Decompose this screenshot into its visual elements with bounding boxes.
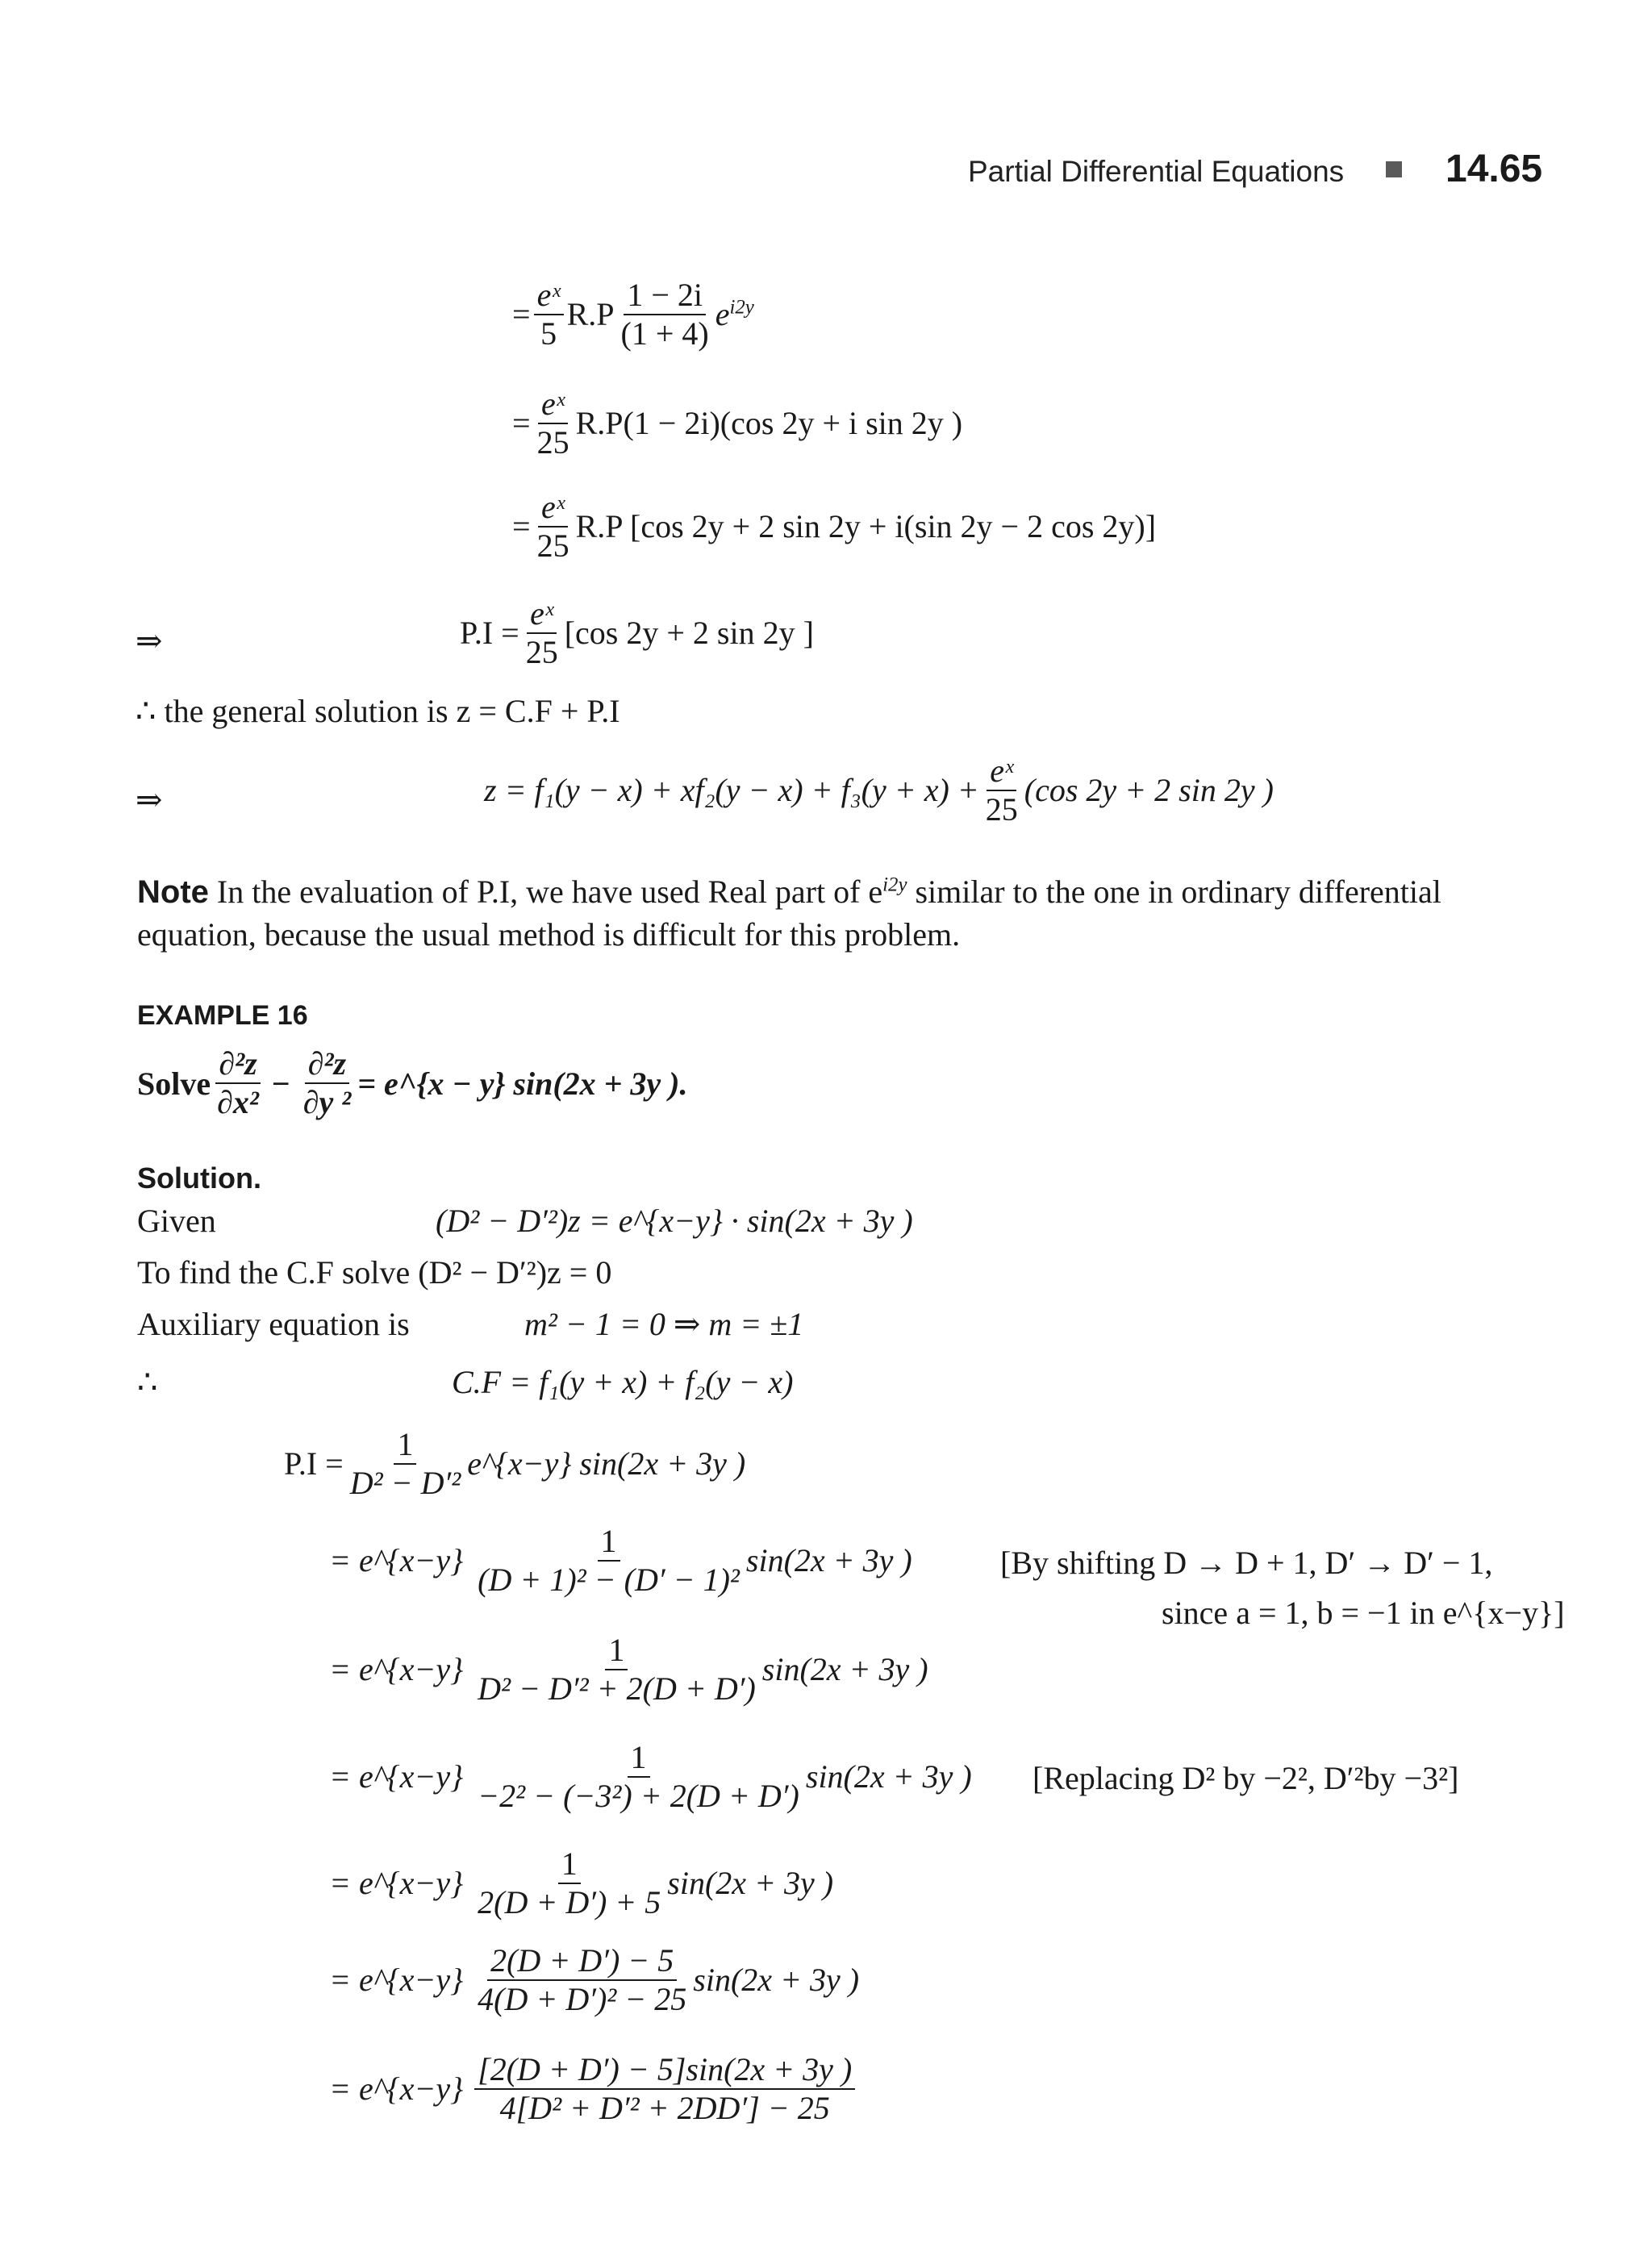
pi-step-0	[284, 1428, 745, 1500]
auxiliary-label: Auxiliary equation is	[137, 1306, 410, 1342]
given-equation: (D² − D′²)z = e^{x−y} · sin(2x + 3y )	[436, 1203, 913, 1239]
pi-result-rest: [cos 2y + 2 sin 2y ]	[564, 615, 814, 651]
exp-i2y: $e^{i2y}$	[715, 296, 754, 332]
fraction-1-2i: $\frac{1 - 2i}{(1 + 4)}$	[620, 277, 709, 352]
equation-line-1	[512, 278, 754, 351]
page-number: 14.65	[1446, 148, 1543, 190]
equation-line-3-rest: R.P [cos 2y + 2 sin 2y + i(sin 2y − 2 cos 2y)]	[575, 508, 1157, 544]
pi-step-4	[329, 1847, 833, 1920]
real-part-label: R.P	[566, 296, 615, 332]
therefore-symbol: ∴	[137, 1364, 158, 1400]
equation-line-2: = $\frac{\text{eˣ}}{25}$ R.P(1 − 2i)(cos 2y + i sin 2y )	[512, 386, 963, 461]
note-paragraph-line-2: equation, because the usual method is difficult for this problem.	[137, 916, 961, 953]
auxiliary-equation: m² − 1 = 0 ⇒ m = ±1	[524, 1306, 804, 1342]
minus-sign: −	[271, 1065, 290, 1102]
step-5-fraction: $\frac{2(D + D') - 5}{\text{4(D + D′)² − 25}}$	[478, 1942, 687, 2017]
pi-step-5	[329, 1944, 859, 2016]
note-text: In the evaluation of P.I, we have used Real part of e	[216, 874, 883, 910]
example-problem	[137, 1047, 688, 1120]
running-title: Partial Differential Equations	[968, 155, 1345, 188]
pi-result-line	[460, 597, 814, 669]
equals-exy: = e^{x−y}	[329, 1865, 464, 1901]
solve-label: Solve	[137, 1065, 211, 1102]
step-2-rest: sin(2x + 3y )	[761, 1651, 928, 1687]
step-4-rest: sin(2x + 3y )	[667, 1865, 834, 1901]
general-solution-equation	[484, 754, 1274, 827]
cf-equation: C.F = f₁(y + x) + f₂(y − x)	[452, 1364, 794, 1400]
step-4-fraction: $\frac{1}{2(D + D') + 5}$	[478, 1845, 661, 1920]
header-square-icon	[1386, 161, 1402, 177]
given-label: Given	[137, 1203, 216, 1239]
step-0-rest: e^{x−y} sin(2x + 3y )	[467, 1445, 746, 1482]
step-6-fraction: $\frac{[2(D + D') - 5]\sin(2x + 3y )}{\text{4[D² + D′² + 2DD′] − 25}}$	[474, 2053, 855, 2125]
step-1-rest: sin(2x + 3y )	[745, 1542, 912, 1578]
equals-exy: = e^{x−y}	[329, 1542, 464, 1578]
equals-exy: = e^{x−y}	[329, 1962, 464, 1998]
problem-rhs: = e^{x − y} sin(2x + 3y ).	[357, 1065, 688, 1102]
pi-label: P.I =	[460, 615, 519, 651]
pi-step-3	[329, 1741, 972, 1813]
note-label: Note	[137, 874, 209, 910]
pi-step-1	[329, 1524, 912, 1597]
equals-exy: = e^{x−y}	[329, 1651, 464, 1687]
fraction-ex-over-25: $\frac{\text{eˣ}}{25}$	[536, 489, 569, 564]
equals-exy: = e^{x−y}	[329, 1758, 464, 1795]
note-text-continued: similar to the one in ordinary differential	[907, 874, 1441, 910]
shifting-note-line-1: [By shifting D → D + 1, D′ → D′ − 1,	[1000, 1545, 1493, 1581]
note-paragraph	[137, 873, 1441, 911]
example-heading: EXAMPLE 16	[137, 1000, 308, 1031]
step-3-rest: sin(2x + 3y )	[805, 1758, 972, 1795]
z-expression: z = f₁(y − x) + xf₂(y − x) + f₃(y + x) +	[484, 772, 979, 808]
equation-line-3: = $\frac{\text{eˣ}}{25}$ R.P [cos 2y + 2 sin 2y + i(sin 2y − 2 cos 2y)]	[512, 489, 1157, 564]
implies-arrow-1: ⇒	[136, 623, 163, 659]
fraction-ex-over-25: $\frac{\text{eˣ}}{25}$	[536, 386, 569, 461]
general-solution-statement: ∴ the general solution is z = C.F + P.I	[136, 693, 620, 729]
step-0-fraction: $\frac{1}{\text{D² − D′²}}$	[349, 1426, 461, 1501]
fraction-ex-over-25: $\frac{\text{eˣ}}{25}$	[985, 753, 1018, 828]
step-2-fraction: $\frac{1}{\text{D² − D′² + 2(D + D′)}}$	[478, 1632, 756, 1707]
implies-arrow-2: ⇒	[136, 782, 163, 818]
equation-line-2-rest: R.P(1 − 2i)(cos 2y + i sin 2y )	[575, 405, 963, 441]
equals-sign: =	[512, 296, 531, 332]
cf-statement: To find the C.F solve (D² − D′²)z = 0	[137, 1254, 612, 1291]
step-1-fraction: $\frac{1}{\text{(D + 1)² − (D′ − 1)²}}$	[478, 1523, 740, 1598]
partial-z-x: $\frac{\text{∂²z}}{\text{∂x²}}$	[217, 1045, 259, 1120]
fraction-ex-over-5: $\frac{\text{eˣ}}{5}$	[534, 278, 564, 351]
pi-step-6	[329, 2053, 858, 2125]
pi-label: P.I =	[284, 1445, 344, 1482]
replacing-note: [Replacing D² by −2², D′²by −3²]	[1032, 1760, 1459, 1796]
step-3-fraction: $\frac{1}{\text{−2² − (−3²) + 2(D + D′)}}$	[478, 1739, 799, 1814]
step-5-rest: sin(2x + 3y )	[693, 1962, 860, 1998]
pi-step-2	[329, 1633, 928, 1706]
fraction-ex-over-25: $\frac{\text{eˣ}}{25}$	[525, 595, 558, 670]
z-expression-rest: (cos 2y + 2 sin 2y )	[1024, 772, 1274, 808]
equals-exy: = e^{x−y}	[329, 2070, 464, 2107]
solution-heading: Solution.	[137, 1161, 261, 1195]
partial-z-y: $\frac{\text{∂²z}}{\text{∂y ²}}$	[302, 1045, 352, 1120]
shifting-note-line-2: since a = 1, b = −1 in e^{x−y}]	[1162, 1595, 1565, 1631]
note-superscript: i2y	[882, 874, 907, 896]
